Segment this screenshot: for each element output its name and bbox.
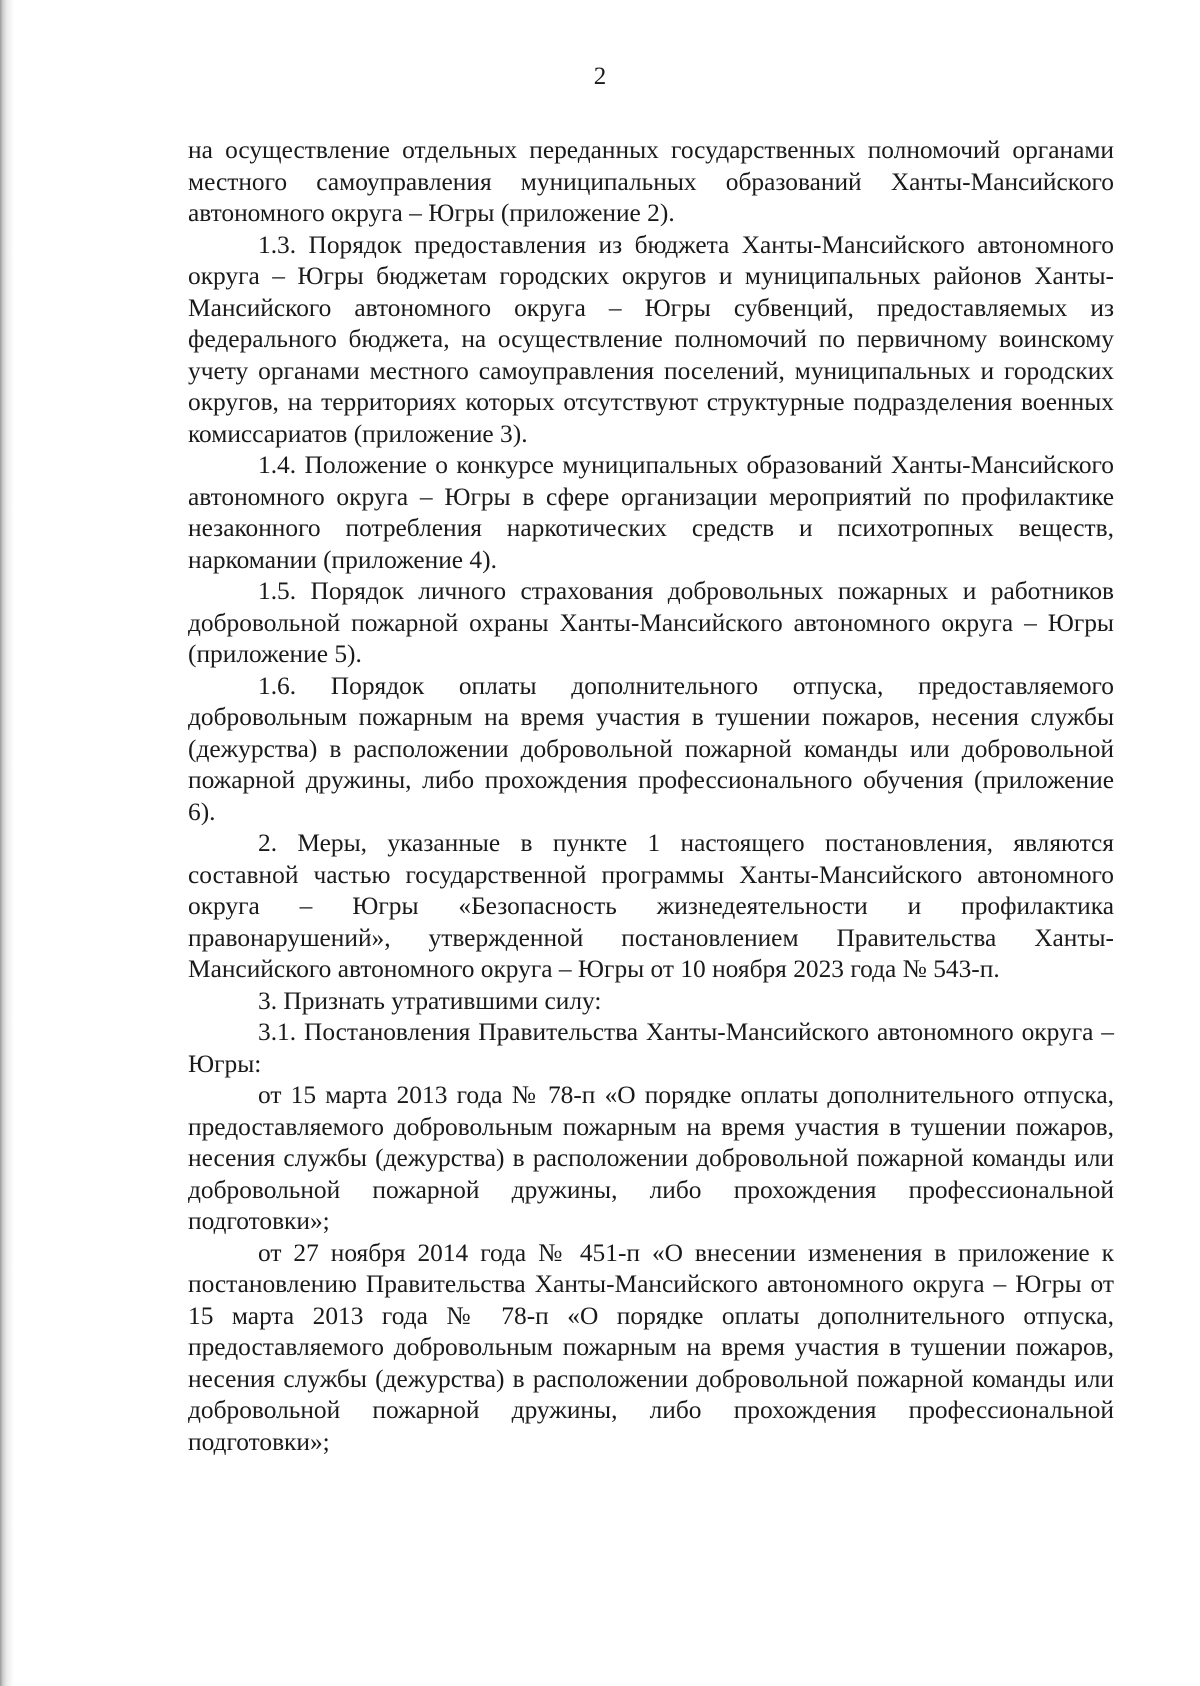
scan-edge-shadow: [0, 0, 14, 1686]
paragraph-continuation: на осуществление отдельных переданных государственных полномочий органами местного самоуправления муниципальных образований Ханты-Мансийского автономного округа – Югры (приложение 2).: [188, 136, 1114, 227]
paragraph-3-1: 3.1. Постановления Правительства Ханты-Мансийского автономного округа – Югры:: [188, 1018, 1114, 1078]
paragraph-1-3: 1.3. Порядок предоставления из бюджета Ханты-Мансийского автономного округа – Югры бюджетам городских округов и муниципальных районов Ханты-Мансийского автономного округа – Югры субвенций, предоставляемых из федерального бюджета, на осуществление полномочий по первичному воинскому учету органами местного самоуправления поселений, муниципальных и городских округов, на территориях которых отсутствуют структурные подразделения военных комиссариатов (приложение 3).: [188, 230, 1114, 448]
document-body: [188, 135, 1114, 1458]
paragraph-1-4: 1.4. Положение о конкурсе муниципальных образований Ханты-Мансийского автономного округа – Югры в сфере организации мероприятий по профилактике незаконного потребления наркотических средств и психотропных веществ, наркомании (приложение 4).: [188, 451, 1114, 574]
paragraph-3: 3. Признать утратившими силу:: [258, 986, 602, 1015]
paragraph-resolution-451: от 27 ноября 2014 года № 451-п «О внесении изменения в приложение к постановлению Правительства Ханты-Мансийского автономного округа – Югры от 15 марта 2013 года № 78-п «О порядке оплаты дополнительного отпуска, предоставляемого добровольным пожарным на время участия в тушении пожаров, несения службы (дежурства) в расположении добровольной пожарной команды или добровольной пожарной дружины, либо прохождения профессиональной подготовки»;: [188, 1238, 1114, 1456]
paragraph-1-5: 1.5. Порядок личного страхования добровольных пожарных и работников добровольной пожарной охраны Ханты-Мансийского автономного округа – Югры (приложение 5).: [188, 577, 1114, 668]
paragraph-2: 2. Меры, указанные в пункте 1 настоящего постановления, являются составной частью государственной программы Ханты-Мансийского автономного округа – Югры «Безопасность жизнедеятельности и профилактика правонарушений», утвержденной постановлением Правительства Ханты-Мансийского автономного округа – Югры от 10 ноября 2023 года № 543-п.: [188, 829, 1114, 983]
paragraph-1-6: 1.6. Порядок оплаты дополнительного отпуска, предоставляемого добровольным пожарным на время участия в тушении пожаров, несения службы (дежурства) в расположении добровольной пожарной команды или добровольной пожарной дружины, либо прохождения профессионального обучения (приложение 6).: [188, 671, 1114, 826]
paragraph-resolution-78: от 15 марта 2013 года № 78-п «О порядке оплаты дополнительного отпуска, предоставляемого добровольным пожарным на время участия в тушении пожаров, несения службы (дежурства) в расположении добровольной пожарной команды или добровольной пожарной дружины, либо прохождения профессиональной подготовки»;: [188, 1081, 1114, 1235]
page-number: 2: [593, 63, 607, 90]
